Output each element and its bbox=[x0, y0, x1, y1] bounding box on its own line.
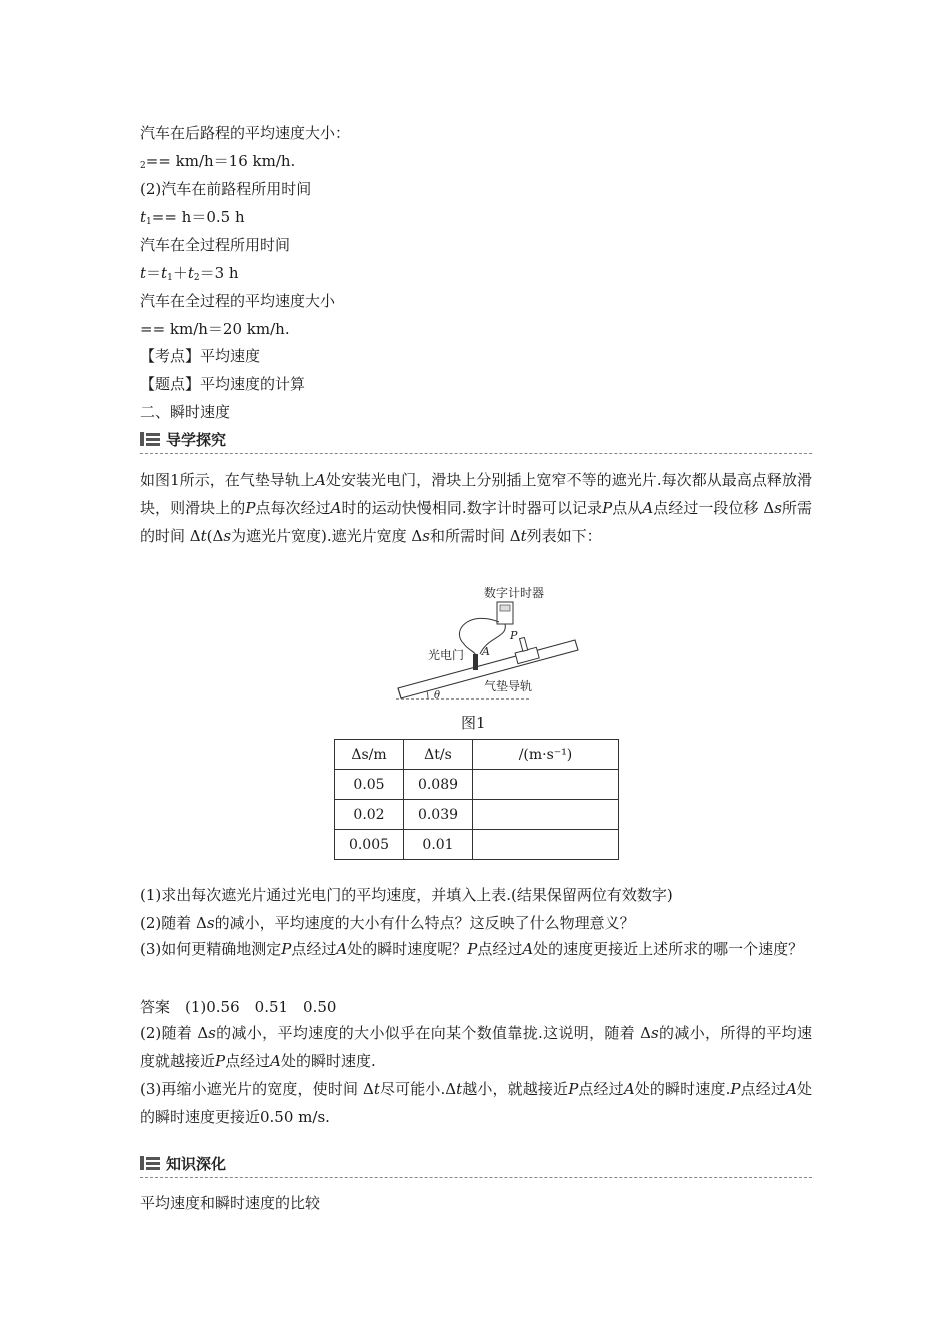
gate-label: 光电门 bbox=[428, 648, 465, 662]
subscript: 1 bbox=[167, 273, 173, 283]
solution-line-6 bbox=[140, 263, 239, 288]
solution-line-3: (2)汽车在前路程所用时间 bbox=[140, 180, 312, 198]
kaodian-line: 【考点】平均速度 bbox=[140, 347, 261, 365]
var-t: t bbox=[140, 208, 147, 226]
table-cell bbox=[473, 830, 619, 860]
table-cell: 0.089 bbox=[404, 770, 473, 800]
op: ＋ bbox=[172, 264, 188, 282]
header-velocity: /(m·s⁻¹) bbox=[473, 740, 619, 770]
photogate bbox=[473, 654, 478, 670]
figure-caption: 图1 bbox=[461, 714, 486, 732]
table-row bbox=[335, 830, 619, 860]
theta-label: θ bbox=[434, 690, 441, 701]
closing-line: 平均速度和瞬时速度的比较 bbox=[140, 1194, 321, 1212]
table-cell: 0.039 bbox=[404, 800, 473, 830]
answer-1: 答案 (1)0.56 0.51 0.50 bbox=[140, 998, 337, 1016]
section-head-zhishi bbox=[140, 1152, 226, 1174]
timer-display bbox=[500, 605, 510, 611]
intro-paragraph: 如图1所示，在气垫导轨上A处安装光电门，滑块上分别插上宽窄不等的遮光片.每次都从最高点释放滑块，则滑块上的P点每次经过A时的运动快慢相同.数字计时器可以记录P点从A点经过一段位移 Δs所需的时间 Δt(Δs为遮光片宽度).遮光片宽度 Δs和所需时间 Δt列表如下： bbox=[140, 471, 813, 545]
solution-line-8: == km/h＝20 km/h. bbox=[140, 320, 290, 338]
solution-line-2 bbox=[140, 151, 295, 176]
table-cell bbox=[473, 770, 619, 800]
table-cell: 0.01 bbox=[404, 830, 473, 860]
point-a-label: A bbox=[482, 645, 490, 658]
subscript: 1 bbox=[146, 217, 152, 227]
solution-line-4 bbox=[140, 207, 245, 232]
table-row bbox=[335, 800, 619, 830]
header-delta-s: Δs/m bbox=[335, 740, 404, 770]
tidian-line: 【题点】平均速度的计算 bbox=[140, 375, 306, 393]
section-heading-2: 二、瞬时速度 bbox=[140, 403, 231, 421]
header-delta-t: Δt/s bbox=[404, 740, 473, 770]
table-cell: 0.05 bbox=[335, 770, 404, 800]
section-head-daoxue bbox=[140, 428, 226, 450]
table-row bbox=[335, 770, 619, 800]
point-p-label: P bbox=[510, 629, 518, 642]
var-t2: t bbox=[187, 264, 194, 282]
table-cell: 0.005 bbox=[335, 830, 404, 860]
data-table bbox=[334, 739, 619, 860]
question-3: (3)如何更精确地测定P点经过A处的瞬时速度呢？P点经过A处的速度更接近上述所求的哪一个速度？ bbox=[140, 940, 804, 958]
track-label: 气垫导轨 bbox=[484, 679, 533, 693]
solution-line-7: 汽车在全过程的平均速度大小 bbox=[140, 292, 336, 310]
solution-line-5: 汽车在全过程所用时间 bbox=[140, 236, 291, 254]
solution-line-1: 汽车在后路程的平均速度大小： bbox=[140, 124, 351, 142]
section-divider bbox=[140, 453, 812, 454]
shading-plate bbox=[520, 637, 528, 651]
section-list-icon bbox=[140, 432, 160, 446]
air-track-figure bbox=[380, 580, 580, 708]
subscript: 2 bbox=[193, 273, 200, 283]
section-divider bbox=[140, 1177, 812, 1178]
op: ＝ bbox=[146, 264, 162, 282]
question-1: (1)求出每次遮光片通过光电门的平均速度，并填入上表.(结果保留两位有效数字) bbox=[140, 886, 673, 904]
timer-label: 数字计时器 bbox=[484, 586, 545, 600]
equation-text: == km/h＝16 km/h. bbox=[145, 152, 296, 170]
table-cell: 0.02 bbox=[335, 800, 404, 830]
var-t1: t bbox=[161, 264, 168, 282]
equation-text: == h＝0.5 h bbox=[151, 208, 245, 226]
table-header-row bbox=[335, 740, 619, 770]
answer-2: (2)随着 Δs的减小，平均速度的大小似乎在向某个数值靠拢.这说明，随着 Δs的减小，所得的平均速度就越接近P点经过A处的瞬时速度. bbox=[140, 1024, 812, 1070]
section-title: 知识深化 bbox=[166, 1154, 227, 1173]
table-cell bbox=[473, 800, 619, 830]
section-title: 导学探究 bbox=[166, 430, 227, 449]
var-t: t bbox=[140, 264, 147, 282]
section-list-icon bbox=[140, 1156, 160, 1170]
subscript: 2 bbox=[140, 161, 146, 171]
answer-3: (3)再缩小遮光片的宽度，使时间 Δt尽可能小.Δt越小，就越接近P点经过A处的瞬时速度.P点经过A处的瞬时速度更接近0.50 m/s. bbox=[140, 1080, 812, 1126]
cable bbox=[459, 618, 499, 656]
question-2: (2)随着 Δs的减小，平均速度的大小有什么特点？这反映了什么物理意义？ bbox=[140, 914, 635, 932]
equation-text: ＝3 h bbox=[199, 264, 239, 282]
